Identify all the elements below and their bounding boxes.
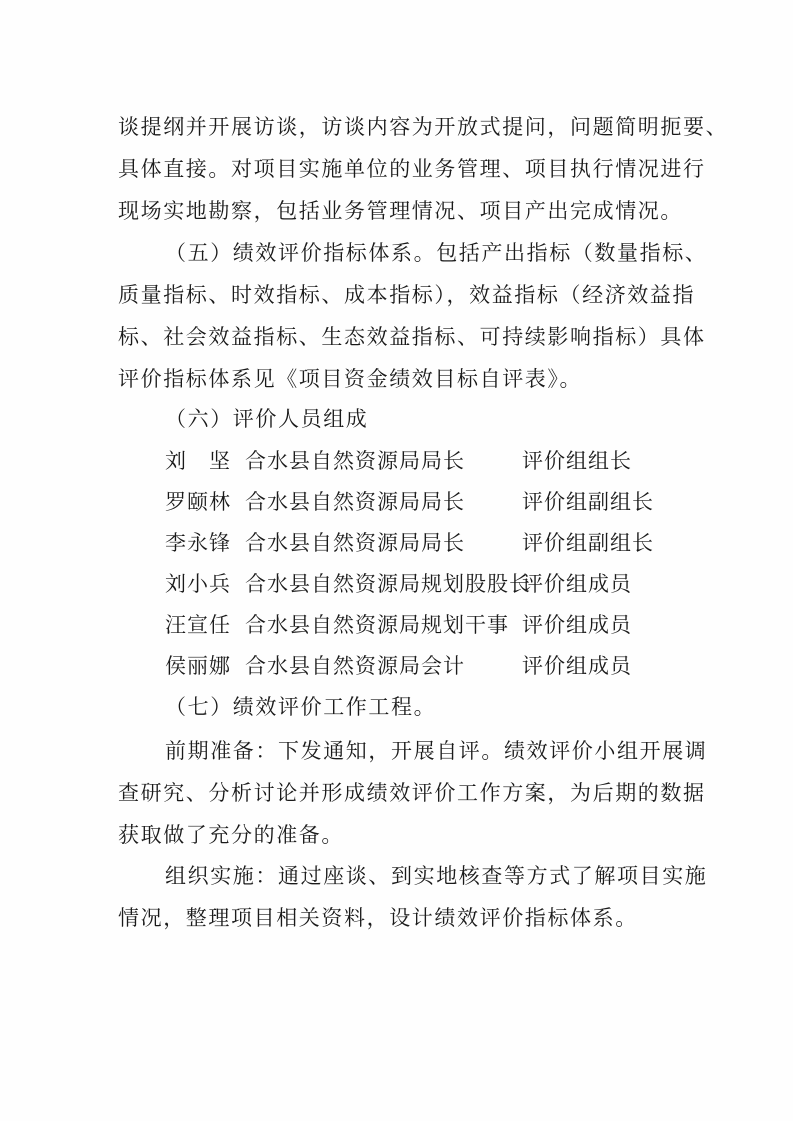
intro-line-2: 具体直接。对项目实施单位的业务管理、项目执行情况进行 bbox=[118, 157, 706, 181]
member-role: 评价组副组长 bbox=[522, 490, 654, 514]
member-role: 评价组组长 bbox=[522, 449, 632, 473]
implementation-line-2: 情况，整理项目相关资料，设计绩效评价指标体系。 bbox=[118, 906, 638, 930]
section-six-heading: （六）评价人员组成 bbox=[165, 407, 369, 431]
member-role: 评价组成员 bbox=[522, 613, 632, 637]
prep-line-2: 查研究、分析讨论并形成绩效评价工作方案，为后期的数据 bbox=[118, 781, 706, 805]
member-name: 刘小兵 bbox=[165, 572, 231, 596]
member-name: 汪宣任 bbox=[165, 613, 231, 637]
member-title: 合水县自然资源局会计 bbox=[245, 654, 465, 678]
member-role: 评价组成员 bbox=[522, 654, 632, 678]
member-title: 合水县自然资源局规划股股长 bbox=[245, 572, 531, 596]
member-name: 罗颐林 bbox=[165, 490, 231, 514]
section-five-line-3: 标、社会效益指标、生态效益指标、可持续影响指标）具体 bbox=[118, 325, 706, 349]
member-name: 刘 坚 bbox=[165, 449, 231, 473]
section-five-line-4: 评价指标体系见《项目资金绩效目标自评表》。 bbox=[118, 367, 583, 391]
member-role: 评价组成员 bbox=[522, 572, 632, 596]
section-five-line-1: （五）绩效评价指标体系。包括产出指标（数量指标、 bbox=[165, 241, 708, 265]
intro-line-3: 现场实地勘察，包括业务管理情况、项目产出完成情况。 bbox=[118, 199, 683, 223]
section-five-line-2: 质量指标、时效指标、成本指标），效益指标（经济效益指 bbox=[118, 283, 696, 307]
member-title: 合水县自然资源局局长 bbox=[245, 531, 465, 555]
prep-line-1: 前期准备：下发通知，开展自评。绩效评价小组开展调 bbox=[165, 739, 708, 763]
member-title: 合水县自然资源局局长 bbox=[245, 490, 465, 514]
prep-line-3: 获取做了充分的准备。 bbox=[118, 823, 344, 847]
member-name: 李永锋 bbox=[165, 531, 231, 555]
implementation-line-1: 组织实施：通过座谈、到实地核查等方式了解项目实施 bbox=[165, 864, 708, 888]
member-title: 合水县自然资源局局长 bbox=[245, 449, 465, 473]
member-title: 合水县自然资源局规划干事 bbox=[245, 613, 509, 637]
section-seven-heading: （七）绩效评价工作工程。 bbox=[165, 695, 437, 719]
member-name: 侯丽娜 bbox=[165, 654, 231, 678]
intro-line-1: 谈提纲并开展访谈，访谈内容为开放式提问，问题简明扼要、 bbox=[118, 115, 729, 139]
member-role: 评价组副组长 bbox=[522, 531, 654, 555]
